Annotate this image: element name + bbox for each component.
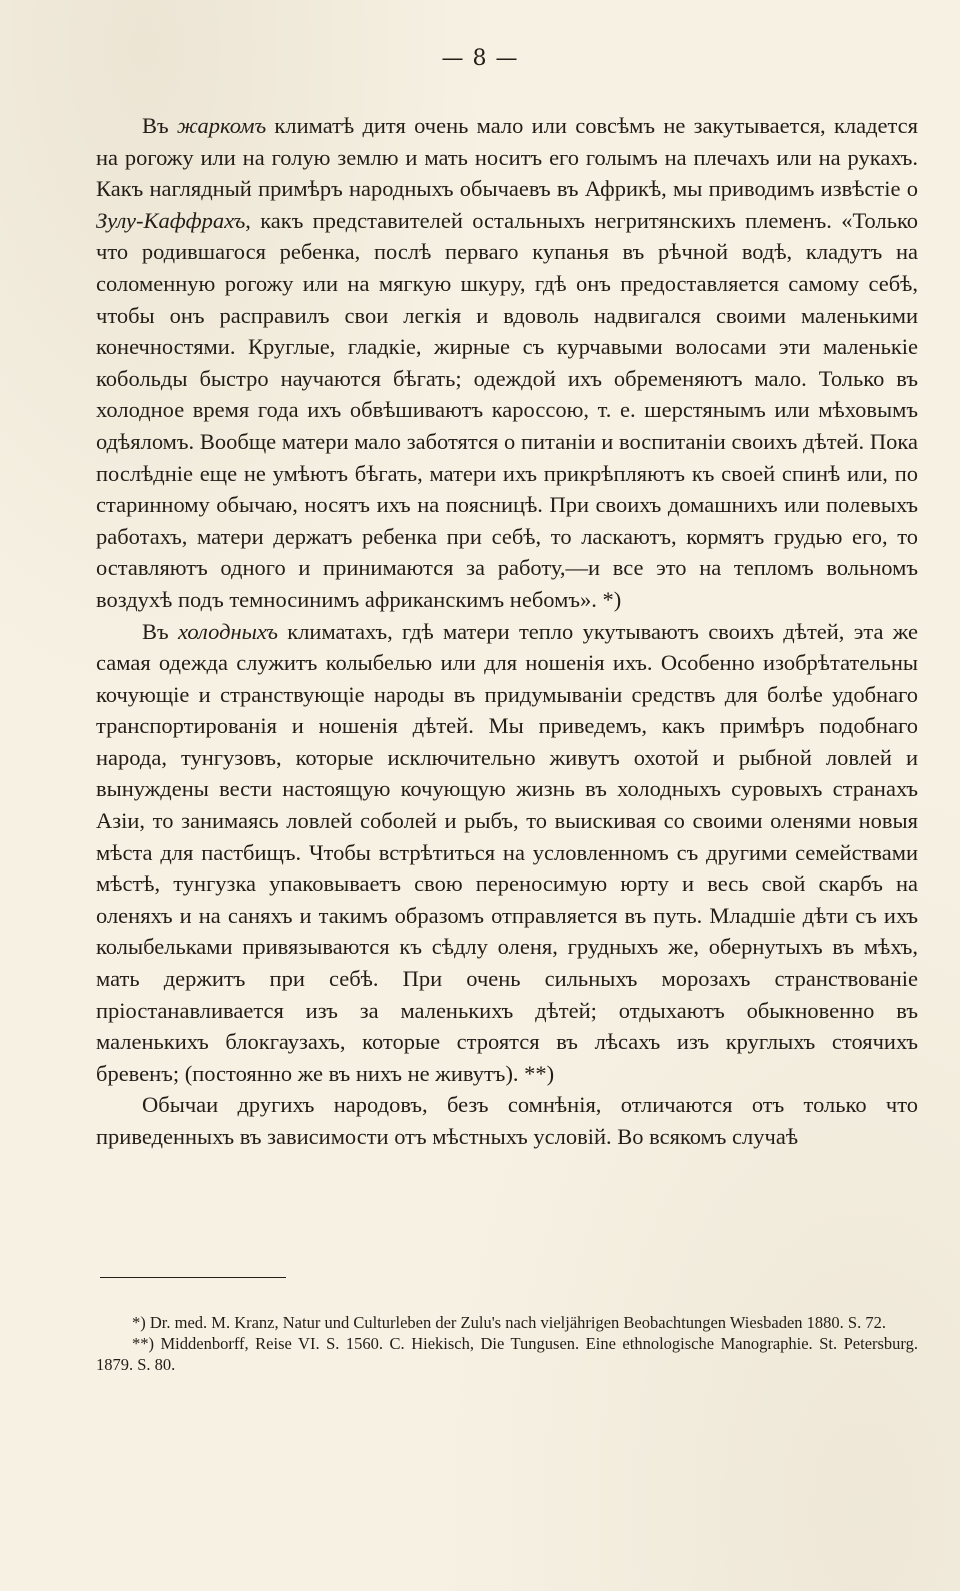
footnote-separator bbox=[100, 1277, 286, 1278]
paragraph-1-text-3: , какъ представителей остальныхъ негритянскихъ племенъ. «Только что родившагося ребенка, послѣ перваго купанья въ рѣчной водѣ, кладутъ на соломенную рогожу или на мягкую шкуру, гдѣ онъ предоставляется самому себѣ, чтобы онъ расправилъ свои легкія и вдоволь надвигался своими маленькими конечностями. Круглые, гладкіе, жирные съ курчавыми волосами эти маленькіе кобольды быстро научаются бѣгать; одеждой ихъ обременяютъ мало. Только въ холодное время года ихъ обвѣшиваютъ кароссою, т. е. шерстянымъ или мѣховымъ одѣяломъ. Вообще матери мало заботятся о питаніи и воспитаніи своихъ дѣтей. Пока послѣдніе еще не умѣютъ бѣгать, матери ихъ прикрѣпляютъ къ своей спинѣ или, по старинному обычаю, носятъ ихъ на поясницѣ. При своихъ домашнихъ или полевыхъ работахъ, матери держатъ ребенка при себѣ, то ласкаютъ, кормятъ грудью его, то оставляютъ одного и принимаются за работу,—и все это на тепломъ вольномъ воздухѣ подъ темносинимъ африканскимъ небомъ». *) bbox=[96, 207, 918, 612]
paragraph-other-peoples bbox=[96, 1089, 918, 1152]
paragraph-2-italic-cold: холодныхъ bbox=[177, 618, 278, 644]
paragraph-1-italic-zulu: Зулу-Каффрахъ bbox=[96, 207, 246, 233]
paragraph-2-text-1: Въ bbox=[142, 618, 178, 644]
paragraph-1-text-2: климатѣ дитя очень мало или совсѣмъ не закутывается, кладется на рогожу или на голую землю и мать носитъ его голымъ на плечахъ или на рукахъ. Какъ наглядный примѣръ народныхъ обычаевъ въ Африкѣ, мы приводимъ извѣстіе о bbox=[96, 113, 918, 202]
footnote-2: **) Middenborff, Reise VI. S. 1560. C. Hiekisch, Die Tungusen. Eine ethnologische Manographie. St. Petersburg. 1879. S. 80. bbox=[96, 1334, 918, 1374]
footnote-1: *) Dr. med. M. Kranz, Natur und Culturleben der Zulu's nach vieljährigen Beobachtungen Wiesbaden 1880. S. 72. bbox=[132, 1313, 886, 1332]
main-text bbox=[96, 110, 918, 1153]
footnotes bbox=[96, 1312, 918, 1375]
paragraph-2-text-2: климатахъ, гдѣ матери тепло укутываютъ своихъ дѣтей, эта же самая одежда служитъ колыбелью или для ношенія ихъ. Особенно изобрѣтательны кочующіе и странствующіе народы въ придумываніи средствъ для болѣе удобнаго транспортированія и ношенія дѣтей. Мы приведемъ, какъ примѣръ подобнаго народа, тунгузовъ, которые исключительно живутъ охотой и рыбной ловлей и вынуждены вести настоящую кочующую жизнь въ холодныхъ суровыхъ странахъ Азіи, то занимаясь ловлей соболей и рыбъ, то выискивая со своими оленями новыя мѣста для пастбищъ. Чтобы встрѣтиться на условленномъ съ другими семействами мѣстѣ, тунгузка упаковываетъ свою переносимую юрту и весь свой скарбъ на оленяхъ и на саняхъ и такимъ образомъ отправляется въ путь. Младшіе дѣти съ ихъ колыбельками привязываются къ сѣдлу оленя, грудныхъ же, обернутыхъ въ мѣхъ, мать держитъ при себѣ. При очень сильныхъ морозахъ странствованіе пріостанавливается изъ за маленькихъ дѣтей; отдыхаютъ обыкновенно въ маленькихъ блокгаузахъ, которые строятся въ лѣсахъ изъ круглыхъ стоячихъ бревенъ; (постоянно же въ нихъ не живутъ). **) bbox=[96, 618, 918, 1086]
paragraph-cold-climates bbox=[96, 616, 918, 1090]
paragraph-1-italic-hot: жаркомъ bbox=[176, 113, 267, 138]
paragraph-1-text-1: Въ bbox=[142, 113, 177, 138]
page-number-header: — 8 — bbox=[441, 46, 519, 71]
paragraph-hot-climates bbox=[96, 110, 918, 616]
paragraph-3-text: Обычаи другихъ народовъ, безъ сомнѣнія, отличаются отъ только что приведенныхъ въ зависимости отъ мѣстныхъ условій. Во всякомъ случаѣ bbox=[96, 1092, 918, 1149]
